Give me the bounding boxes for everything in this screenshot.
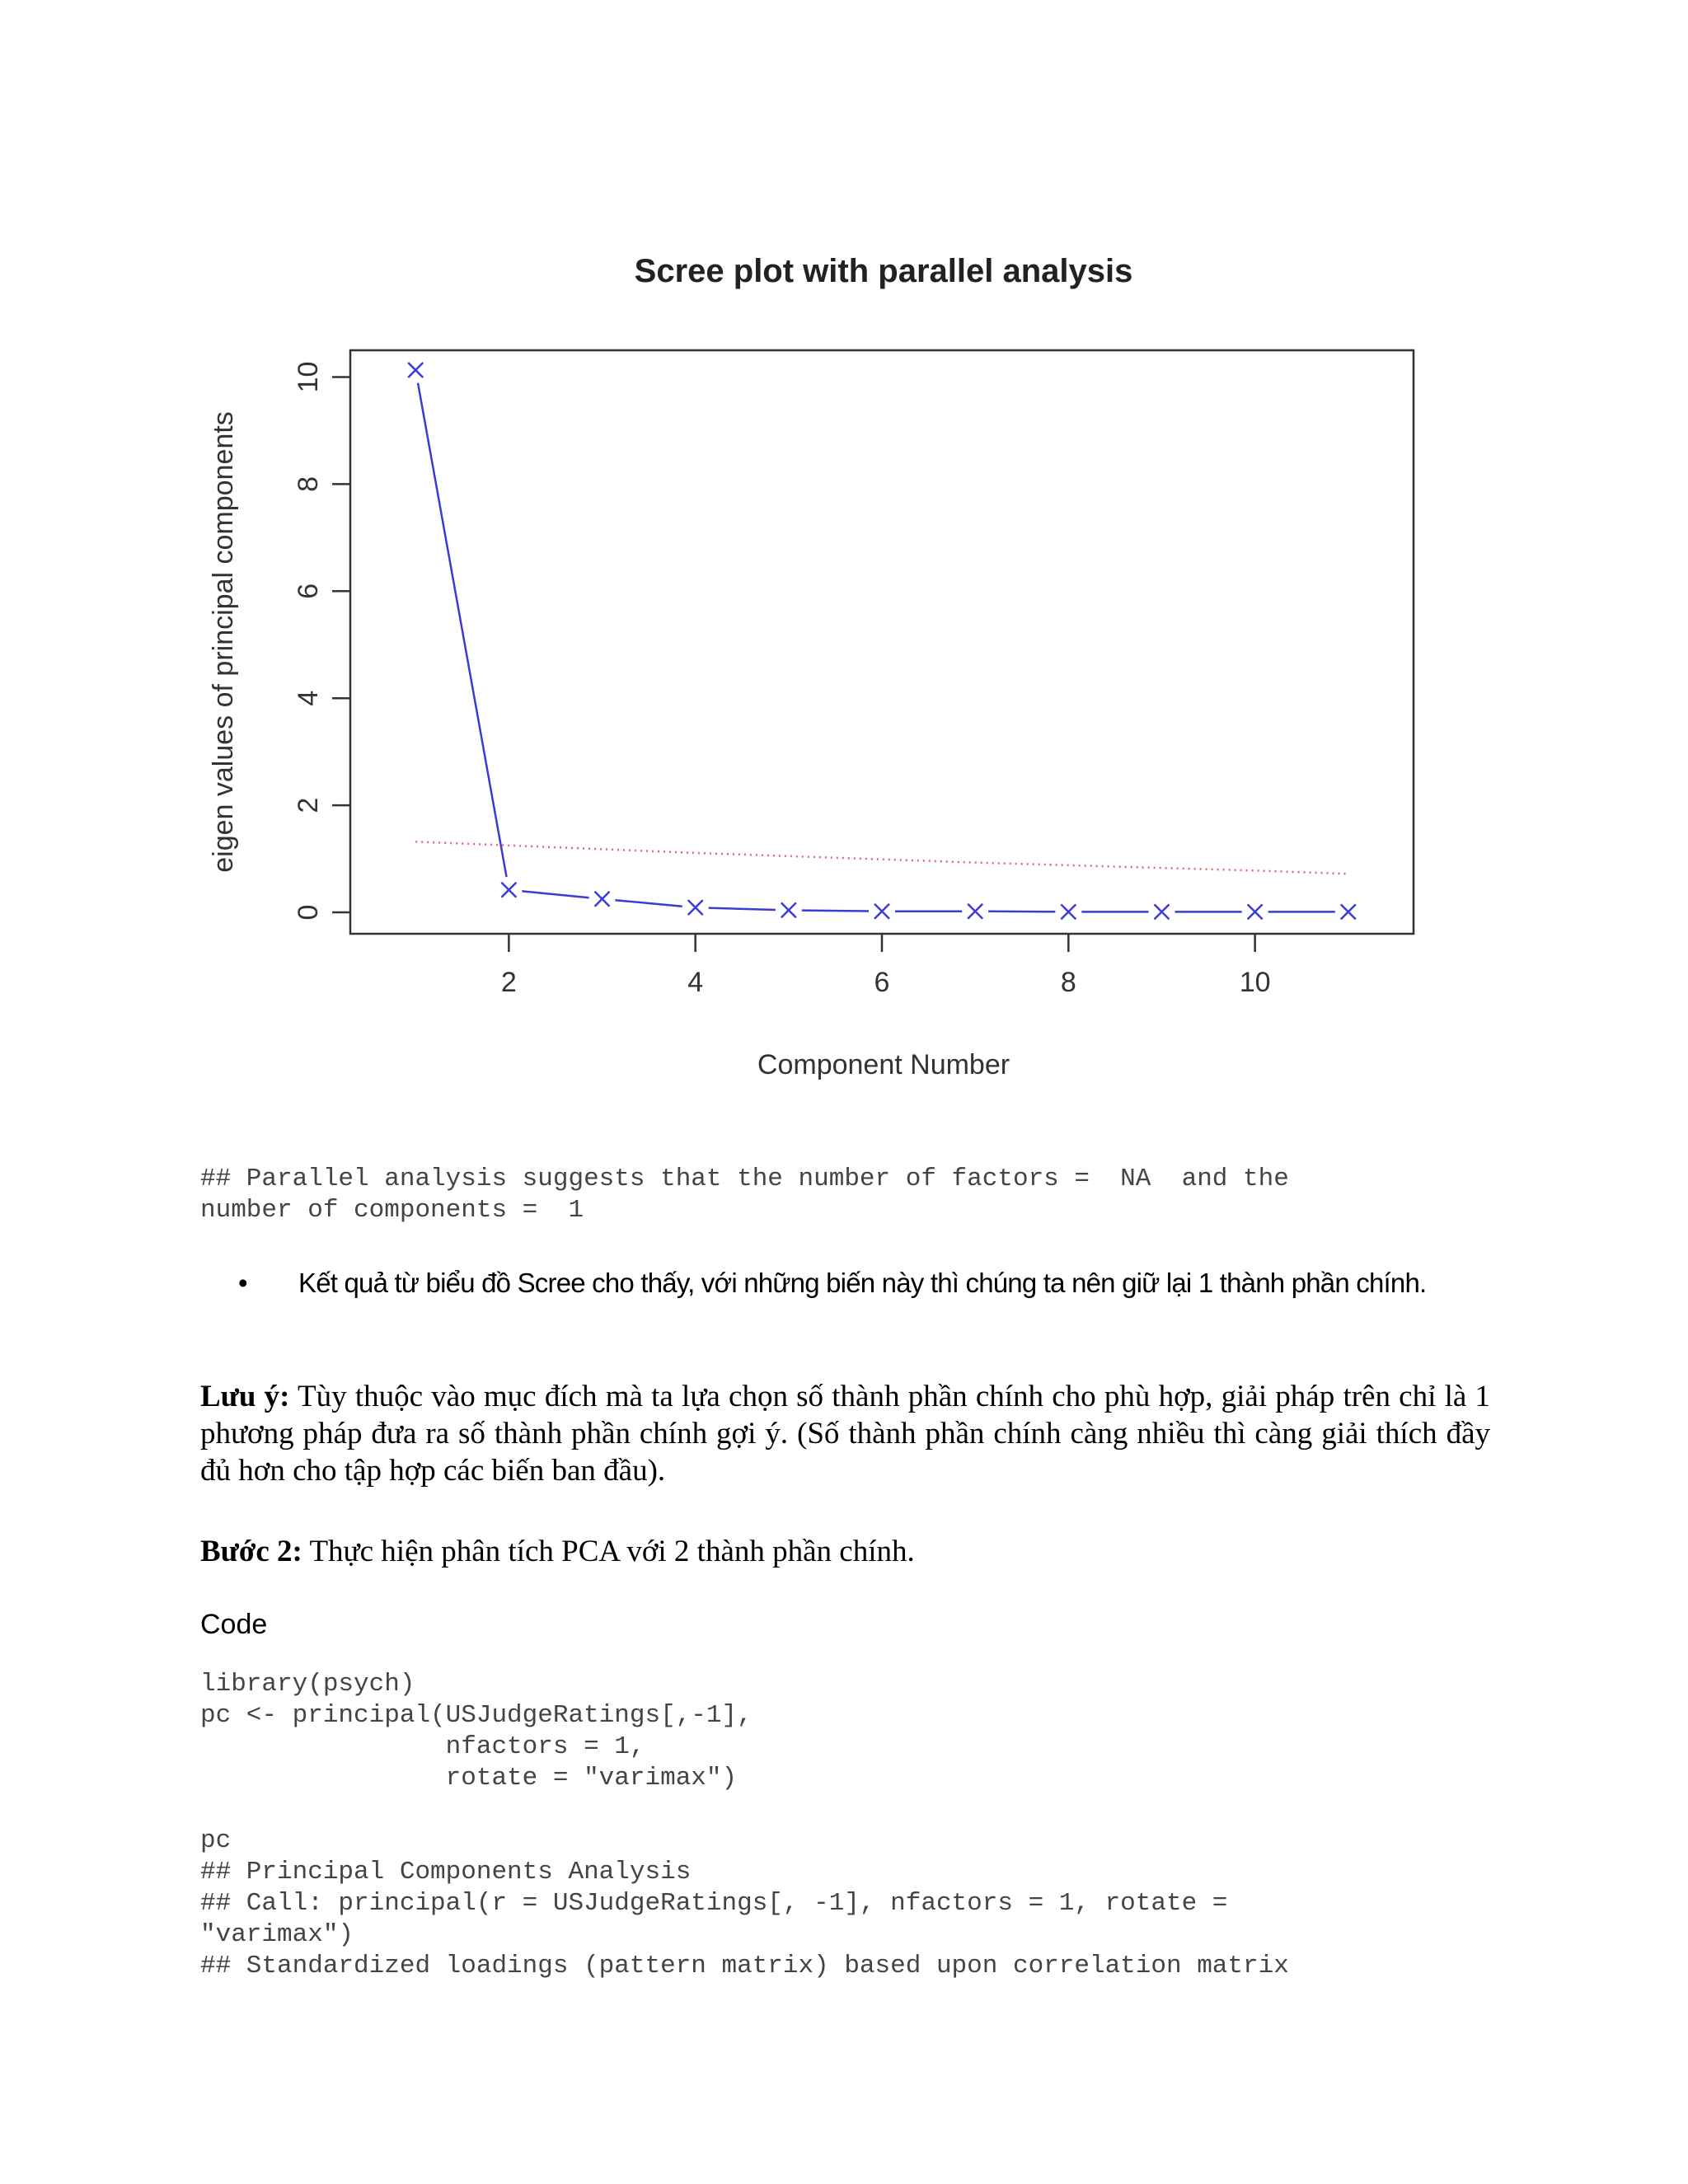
note-text: Tùy thuộc vào mục đích mà ta lựa chọn số thành phần chính cho phù hợp, giải pháp trên chỉ là 1 phương pháp đưa ra số thành phần chính gợi ý. (Số thành phần chính càng nhiều thì càng giải thích đầy đủ hơn cho tập hợp các biến ban đầu). <box>200 1380 1491 1488</box>
y-axis-label: eigen values of principal components <box>208 411 239 873</box>
code-block-1: library(psych) pc <- principal(USJudgeRatings[,-1], nfactors = 1, rotate = "varimax") <box>200 1670 753 1793</box>
eigenvalue-line-segment <box>709 908 776 910</box>
bullet-text: Kết quả từ biểu đồ Scree cho thấy, với những biến này thì chúng ta nên giữ lại 1 thành phần chính. <box>298 1268 1427 1298</box>
parallel-analysis-line-2: number of components = 1 <box>200 1196 584 1225</box>
eigenvalue-point <box>781 902 796 917</box>
eigenvalue-point <box>1154 904 1169 919</box>
x-tick-label: 10 <box>1239 967 1271 998</box>
y-tick-label: 6 <box>293 583 324 599</box>
eigenvalue-point <box>688 900 703 915</box>
eigenvalue-point <box>1061 904 1076 919</box>
note-paragraph <box>200 1378 1490 1489</box>
y-tick-label: 2 <box>293 797 324 813</box>
x-tick-label: 4 <box>687 967 704 998</box>
parallel-analysis-line <box>415 841 1348 874</box>
eigenvalue-line-segment <box>522 891 588 898</box>
note-label: Lưu ý: <box>200 1380 290 1413</box>
parallel-analysis-line-1: ## Parallel analysis suggests that the number of factors = NA and the <box>200 1165 1289 1193</box>
eigenvalue-point <box>501 883 516 898</box>
eigenvalue-line-segment <box>802 911 869 912</box>
eigenvalue-point <box>1248 904 1263 919</box>
step-label: Bước 2: <box>200 1535 302 1568</box>
eigenvalue-point <box>968 904 982 919</box>
scree-plot <box>173 235 1442 1100</box>
eigenvalue-point <box>1341 904 1356 919</box>
step-paragraph <box>200 1533 1490 1570</box>
eigenvalue-point <box>595 892 610 907</box>
y-tick-label: 4 <box>293 690 324 706</box>
code-block-2: pc ## Principal Components Analysis ## Call: principal(r = USJudgeRatings[, -1], nfactors = 1, rotate = "varimax") ## Standardized loadings (pattern matrix) based upon correlation matrix <box>200 1826 1289 1980</box>
plot-frame <box>350 350 1414 934</box>
y-tick-label: 8 <box>293 476 324 492</box>
y-tick-label: 10 <box>293 361 324 393</box>
eigenvalue-point <box>408 363 423 377</box>
y-tick-label: 0 <box>293 904 324 921</box>
eigenvalue-line-segment <box>418 383 507 877</box>
eigenvalue-line-segment <box>615 900 682 906</box>
series-layer <box>408 363 1356 919</box>
step-text: Thực hiện phân tích PCA với 2 thành phần chính. <box>302 1535 915 1568</box>
x-tick-label: 8 <box>1060 967 1076 998</box>
chart-title: Scree plot with parallel analysis <box>634 253 1133 289</box>
x-tick-label: 6 <box>874 967 890 998</box>
x-tick-label: 2 <box>500 967 517 998</box>
eigenvalue-point <box>874 904 889 919</box>
code-heading: Code <box>200 1609 268 1640</box>
bullet-dot-icon: • <box>238 1268 247 1298</box>
x-axis-label: Component Number <box>757 1049 1010 1080</box>
